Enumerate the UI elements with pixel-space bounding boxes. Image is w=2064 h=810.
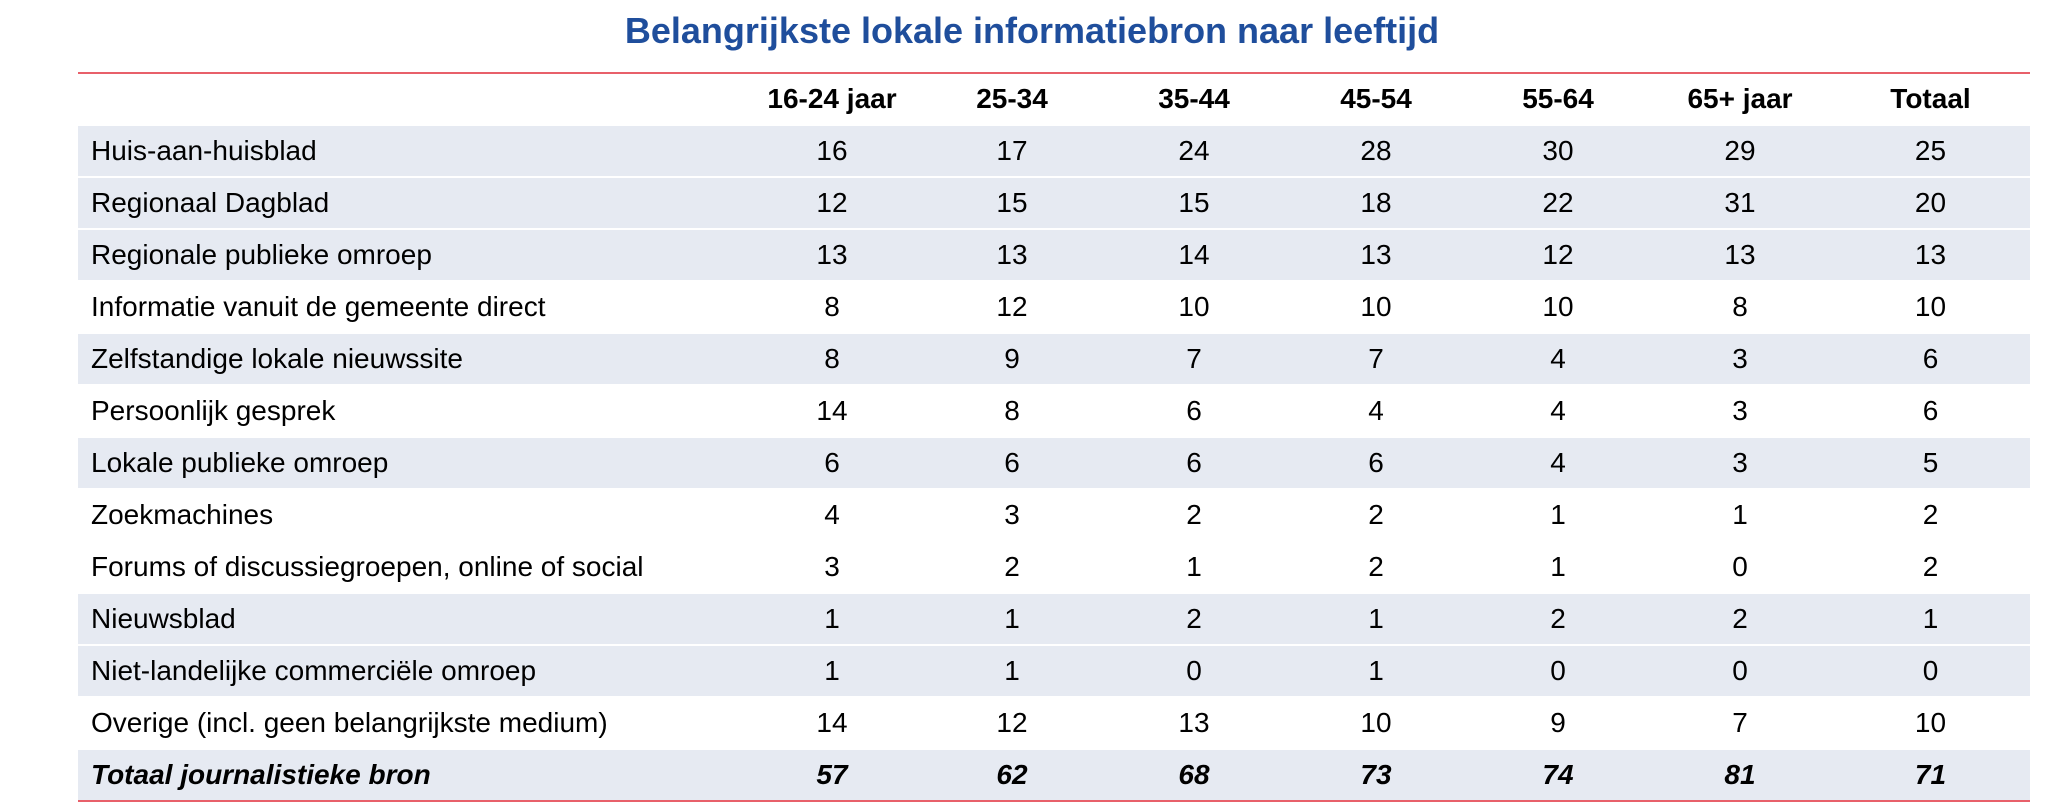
value-cell: 1: [1103, 540, 1285, 592]
value-cell: 1: [1467, 488, 1649, 540]
value-cell: 0: [1831, 644, 2030, 696]
row-label: Informatie vanuit de gemeente direct: [78, 280, 743, 332]
value-cell: 0: [1467, 644, 1649, 696]
table-row: [78, 332, 2030, 384]
value-cell: 2: [1285, 488, 1467, 540]
value-cell: 10: [1831, 696, 2030, 748]
value-cell: 1: [1285, 592, 1467, 644]
value-cell: 10: [1467, 280, 1649, 332]
value-cell: 15: [1103, 176, 1285, 228]
column-header: 55-64: [1522, 83, 1594, 114]
value-cell: 14: [743, 384, 921, 436]
column-header: 45-54: [1340, 83, 1412, 114]
value-cell: 6: [921, 436, 1103, 488]
bottom-rule: [78, 800, 2030, 802]
value-cell: 1: [921, 644, 1103, 696]
value-cell: 2: [1285, 540, 1467, 592]
value-cell: 6: [743, 436, 921, 488]
value-cell: 2: [1103, 488, 1285, 540]
value-cell: 73: [1285, 748, 1467, 800]
value-cell: 3: [743, 540, 921, 592]
value-cell: 68: [1103, 748, 1285, 800]
value-cell: 1: [1285, 644, 1467, 696]
chart-title: Belangrijkste lokale informatiebron naar leeftijd: [624, 10, 1440, 51]
column-header: Totaal: [1890, 83, 1971, 114]
value-cell: 18: [1285, 176, 1467, 228]
value-cell: 0: [1103, 644, 1285, 696]
value-cell: 3: [1649, 332, 1831, 384]
value-cell: 57: [743, 748, 921, 800]
header-row: [78, 74, 2030, 124]
value-cell: 4: [1285, 384, 1467, 436]
value-cell: 8: [921, 384, 1103, 436]
value-cell: 10: [1831, 280, 2030, 332]
value-cell: 13: [921, 228, 1103, 280]
table-row: [78, 280, 2030, 332]
row-label: Regionaal Dagblad: [78, 176, 743, 228]
value-cell: 9: [921, 332, 1103, 384]
value-cell: 28: [1285, 124, 1467, 176]
value-cell: 4: [743, 488, 921, 540]
value-cell: 10: [1285, 696, 1467, 748]
value-cell: 25: [1831, 124, 2030, 176]
row-label: Persoonlijk gesprek: [78, 384, 743, 436]
value-cell: 29: [1649, 124, 1831, 176]
column-header: 25-34: [976, 83, 1048, 114]
value-cell: 10: [1103, 280, 1285, 332]
table-row: [78, 124, 2030, 176]
value-cell: 13: [1285, 228, 1467, 280]
value-cell: 13: [743, 228, 921, 280]
value-cell: 1: [743, 592, 921, 644]
table-row: [78, 488, 2030, 540]
value-cell: 30: [1467, 124, 1649, 176]
column-header: 65+ jaar: [1687, 83, 1793, 114]
value-cell: 7: [1103, 332, 1285, 384]
value-cell: 20: [1831, 176, 2030, 228]
value-cell: 8: [1649, 280, 1831, 332]
value-cell: 1: [1467, 540, 1649, 592]
value-cell: 81: [1649, 748, 1831, 800]
value-cell: 4: [1467, 384, 1649, 436]
column-header: 35-44: [1158, 83, 1230, 114]
value-cell: 2: [1831, 540, 2030, 592]
table-row: [78, 540, 2030, 592]
value-cell: 7: [1649, 696, 1831, 748]
value-cell: 3: [1649, 436, 1831, 488]
value-cell: 2: [1103, 592, 1285, 644]
table-row: [78, 228, 2030, 280]
value-cell: 6: [1831, 384, 2030, 436]
value-cell: 6: [1831, 332, 2030, 384]
row-label: Totaal journalistieke bron: [78, 748, 743, 800]
value-cell: 22: [1467, 176, 1649, 228]
value-cell: 0: [1649, 644, 1831, 696]
row-label: Niet-landelijke commerciële omroep: [78, 644, 743, 696]
value-cell: 31: [1649, 176, 1831, 228]
value-cell: 8: [743, 332, 921, 384]
value-cell: 4: [1467, 436, 1649, 488]
value-cell: 6: [1103, 436, 1285, 488]
value-cell: 62: [921, 748, 1103, 800]
table-row: [78, 384, 2030, 436]
value-cell: 71: [1831, 748, 2030, 800]
table-row: [78, 592, 2030, 644]
value-cell: 16: [743, 124, 921, 176]
row-label: Zoekmachines: [78, 488, 743, 540]
table-row: [78, 696, 2030, 748]
value-cell: 3: [921, 488, 1103, 540]
table-row: [78, 436, 2030, 488]
value-cell: 2: [1831, 488, 2030, 540]
value-cell: 8: [743, 280, 921, 332]
value-cell: 1: [1831, 592, 2030, 644]
value-cell: 13: [1649, 228, 1831, 280]
row-label: Zelfstandige lokale nieuwssite: [78, 332, 743, 384]
row-label: Huis-aan-huisblad: [78, 124, 743, 176]
total-row: [78, 748, 2030, 800]
value-cell: 4: [1467, 332, 1649, 384]
value-cell: 14: [743, 696, 921, 748]
table-row: [78, 644, 2030, 696]
value-cell: 1: [743, 644, 921, 696]
value-cell: 2: [921, 540, 1103, 592]
value-cell: 14: [1103, 228, 1285, 280]
value-cell: 2: [1467, 592, 1649, 644]
row-label: Forums of discussiegroepen, online of social: [78, 540, 743, 592]
column-header: 16-24 jaar: [767, 83, 897, 114]
value-cell: 9: [1467, 696, 1649, 748]
value-cell: 13: [1103, 696, 1285, 748]
table-row: [78, 176, 2030, 228]
value-cell: 5: [1831, 436, 2030, 488]
value-cell: 7: [1285, 332, 1467, 384]
value-cell: 74: [1467, 748, 1649, 800]
value-cell: 0: [1649, 540, 1831, 592]
row-label: Overige (incl. geen belangrijkste medium): [78, 696, 743, 748]
value-cell: 24: [1103, 124, 1285, 176]
value-cell: 3: [1649, 384, 1831, 436]
value-cell: 17: [921, 124, 1103, 176]
value-cell: 2: [1649, 592, 1831, 644]
value-cell: 12: [921, 280, 1103, 332]
row-label: Regionale publieke omroep: [78, 228, 743, 280]
value-cell: 12: [1467, 228, 1649, 280]
value-cell: 10: [1285, 280, 1467, 332]
value-cell: 13: [1831, 228, 2030, 280]
row-label: Lokale publieke omroep: [78, 436, 743, 488]
value-cell: 6: [1285, 436, 1467, 488]
value-cell: 1: [921, 592, 1103, 644]
value-cell: 12: [743, 176, 921, 228]
value-cell: 12: [921, 696, 1103, 748]
value-cell: 1: [1649, 488, 1831, 540]
data-table: [78, 72, 2030, 802]
header-cell-blank: [78, 74, 743, 124]
value-cell: 15: [921, 176, 1103, 228]
value-cell: 6: [1103, 384, 1285, 436]
row-label: Nieuwsblad: [78, 592, 743, 644]
